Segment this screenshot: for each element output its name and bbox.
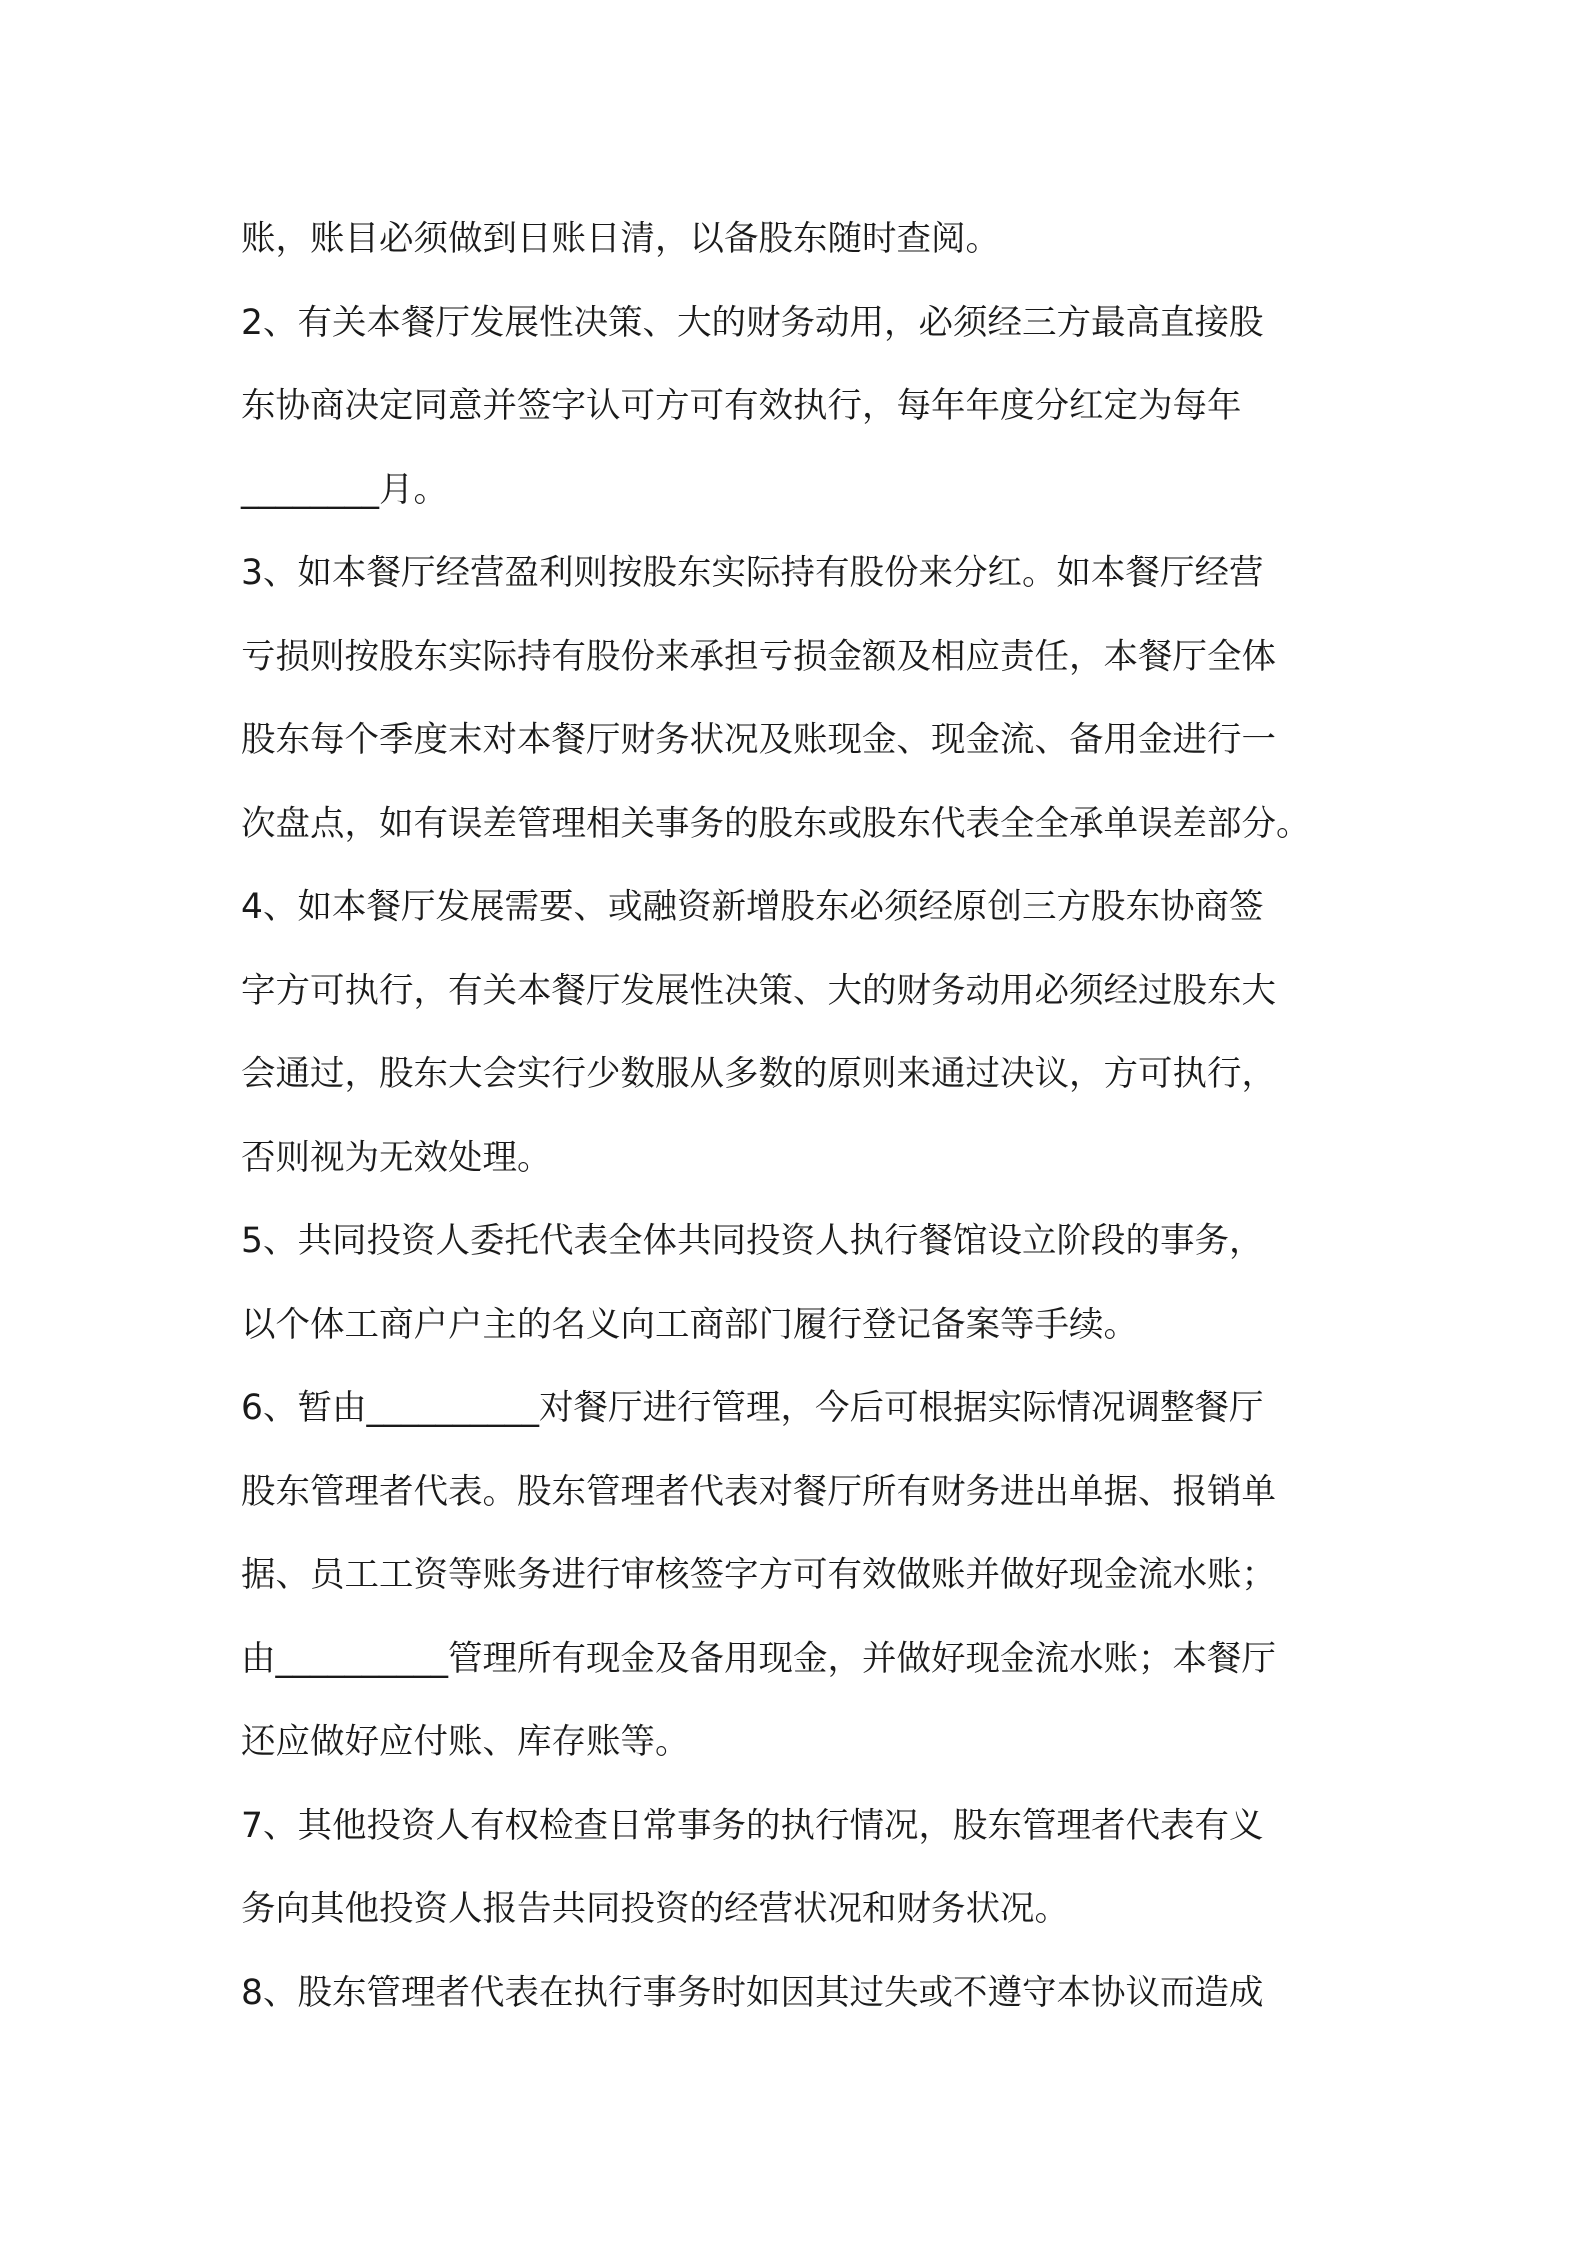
text-line: 会通过，股东大会实行少数服从多数的原则来通过决议，方可执行， [241,1054,1276,1094]
text-line: 账，账目必须做到日账日清，以备股东随时查阅。 [241,219,1000,259]
text-line: 股东管理者代表。股东管理者代表对餐厅所有财务进出单据、报销单 [241,1471,1276,1512]
text-line: 据、员工工资等账务进行审核签字方可有效做账并做好现金流水账； [241,1555,1276,1595]
text-line: 还应做好应付账、库存账等。 [241,1722,690,1762]
text-line: 2、有关本餐厅发展性决策、大的财务动用，必须经三方最高直接股 [241,302,1264,343]
document-body [241,198,1361,2035]
text-line: 6、暂由__________对餐厅进行管理，今后可根据实际情况调整餐厅 [241,1388,1264,1428]
text-line: ________月。 [241,469,448,510]
text-line: 字方可执行，有关本餐厅发展性决策、大的财务动用必须经过股东大 [241,970,1276,1011]
text-line: 4、如本餐厅发展需要、或融资新增股东必须经原创三方股东协商签 [241,887,1264,927]
text-line: 亏损则按股东实际持有股份来承担亏损金额及相应责任，本餐厅全体 [241,636,1276,677]
text-line: 否则视为无效处理。 [241,1137,552,1178]
text-line: 次盘点，如有误差管理相关事务的股东或股东代表全全承单误差部分。 [241,803,1311,844]
text-line: 8、股东管理者代表在执行事务时如因其过失或不遵守本协议而造成 [241,1972,1264,2013]
text-line: 5、共同投资人委托代表全体共同投资人执行餐馆设立阶段的事务， [241,1221,1264,1261]
text-line: 以个体工商户户主的名义向工商部门履行登记备案等手续。 [241,1304,1138,1345]
text-line: 股东每个季度末对本餐厅财务状况及账现金、现金流、备用金进行一 [241,720,1276,760]
text-line: 3、如本餐厅经营盈利则按股东实际持有股份来分红。如本餐厅经营 [241,553,1264,593]
text-line: 7、其他投资人有权检查日常事务的执行情况，股东管理者代表有义 [241,1805,1264,1846]
text-line: 务向其他投资人报告共同投资的经营状况和财务状况。 [241,1889,1069,1929]
text-line: 由__________管理所有现金及备用现金，并做好现金流水账；本餐厅 [241,1638,1276,1679]
text-line: 东协商决定同意并签字认可方可有效执行，每年年度分红定为每年 [241,386,1242,426]
